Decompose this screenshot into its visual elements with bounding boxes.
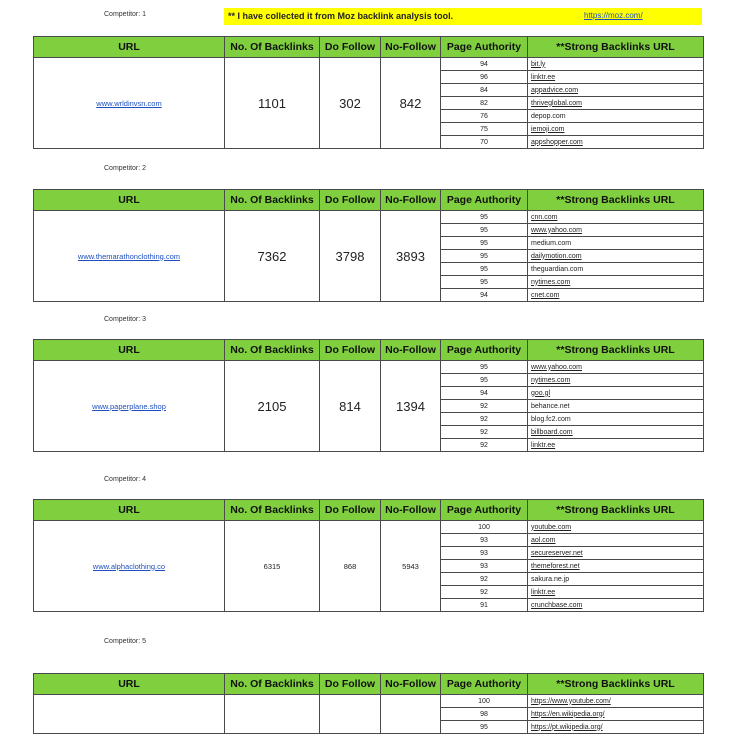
competitor-url-cell <box>34 521 225 612</box>
header-dofollow: Do Follow <box>320 37 381 58</box>
moz-link[interactable]: https://moz.com/ <box>584 11 643 20</box>
table-row <box>34 58 704 71</box>
competitor-url-cell <box>34 58 225 149</box>
backlinks-count: 1101 <box>225 58 320 149</box>
header-page-authority: Page Authority <box>441 37 528 58</box>
strong-backlink <box>528 586 704 599</box>
strong-backlink <box>528 400 704 413</box>
competitor-url-link[interactable]: www.paperplane.shop <box>92 401 166 411</box>
dofollow-count: 814 <box>320 361 381 452</box>
header-strong-backlinks: **Strong Backlinks URL <box>528 190 704 211</box>
table-header-row <box>34 340 704 361</box>
page-authority: 92 <box>441 400 528 413</box>
page-authority: 94 <box>441 58 528 71</box>
strong-backlink-text: medium.com <box>531 239 572 247</box>
header-page-authority: Page Authority <box>441 190 528 211</box>
header-page-authority: Page Authority <box>441 674 528 695</box>
strong-backlink <box>528 708 704 721</box>
strong-backlink <box>528 521 704 534</box>
strong-backlink <box>528 97 704 110</box>
strong-backlink-link[interactable]: nytimes.com <box>531 278 571 286</box>
strong-backlink-link[interactable]: https://en.wikipedia.org/ <box>531 710 605 718</box>
page-authority: 92 <box>441 439 528 452</box>
table-header-row <box>34 500 704 521</box>
nofollow-count: 1394 <box>381 361 441 452</box>
page-authority: 95 <box>441 211 528 224</box>
header-dofollow: Do Follow <box>320 674 381 695</box>
strong-backlink-link[interactable]: secureserver.net <box>531 549 583 557</box>
page-authority: 94 <box>441 387 528 400</box>
strong-backlink <box>528 374 704 387</box>
page-authority: 98 <box>441 708 528 721</box>
header-url: URL <box>34 500 225 521</box>
page-authority: 93 <box>441 560 528 573</box>
table-row <box>34 521 704 534</box>
backlinks-count <box>225 695 320 734</box>
table-header-row <box>34 37 704 58</box>
competitor-label: Competitor: 3 <box>104 316 147 323</box>
header-strong-backlinks: **Strong Backlinks URL <box>528 500 704 521</box>
strong-backlink <box>528 695 704 708</box>
strong-backlink <box>528 58 704 71</box>
header-backlinks: No. Of Backlinks <box>225 190 320 211</box>
competitor-label: Competitor: 5 <box>104 638 147 645</box>
strong-backlink-link[interactable]: cnet.com <box>531 291 560 299</box>
table-row <box>34 361 704 374</box>
page-authority: 95 <box>441 263 528 276</box>
page-authority: 95 <box>441 361 528 374</box>
strong-backlink-link[interactable]: https://www.youtube.com/ <box>531 697 611 705</box>
table-row <box>34 211 704 224</box>
page-authority: 92 <box>441 413 528 426</box>
table-header-row <box>34 674 704 695</box>
page-authority: 100 <box>441 695 528 708</box>
page-authority: 95 <box>441 721 528 734</box>
competitor-url-link[interactable]: www.themarathonclothing.com <box>77 251 181 261</box>
page-authority: 70 <box>441 136 528 149</box>
strong-backlink-link[interactable]: iemoji.com <box>531 125 565 133</box>
dofollow-count: 868 <box>320 521 381 612</box>
header-backlinks: No. Of Backlinks <box>225 340 320 361</box>
strong-backlink-text: blog.fc2.com <box>531 415 571 423</box>
competitor-table <box>33 36 704 149</box>
header-page-authority: Page Authority <box>441 340 528 361</box>
strong-backlink <box>528 560 704 573</box>
page-authority: 95 <box>441 224 528 237</box>
page-authority: 95 <box>441 374 528 387</box>
competitor-table <box>33 499 704 612</box>
strong-backlink-link[interactable]: https://pt.wikipedia.org/ <box>531 723 603 731</box>
header-strong-backlinks: **Strong Backlinks URL <box>528 674 704 695</box>
strong-backlink <box>528 387 704 400</box>
header-dofollow: Do Follow <box>320 340 381 361</box>
page-authority: 92 <box>441 573 528 586</box>
strong-backlink <box>528 84 704 97</box>
strong-backlink-text: depop.com <box>531 112 566 120</box>
nofollow-count: 842 <box>381 58 441 149</box>
strong-backlink <box>528 289 704 302</box>
header-url: URL <box>34 37 225 58</box>
strong-backlink <box>528 136 704 149</box>
dofollow-count: 302 <box>320 58 381 149</box>
competitor-url-cell <box>34 695 225 734</box>
nofollow-count: 5943 <box>381 521 441 612</box>
strong-backlink <box>528 237 704 250</box>
nofollow-count <box>381 695 441 734</box>
strong-backlink <box>528 361 704 374</box>
header-nofollow: No-Follow <box>381 340 441 361</box>
strong-backlink-link[interactable]: appadvice.com <box>531 86 579 94</box>
page-authority: 84 <box>441 84 528 97</box>
header-url: URL <box>34 190 225 211</box>
strong-backlink-link[interactable]: billboard.com <box>531 428 573 436</box>
page-authority: 95 <box>441 250 528 263</box>
nofollow-count: 3893 <box>381 211 441 302</box>
header-strong-backlinks: **Strong Backlinks URL <box>528 340 704 361</box>
strong-backlink-link[interactable]: appshopper.com <box>531 138 583 146</box>
page-authority: 95 <box>441 276 528 289</box>
strong-backlink <box>528 599 704 612</box>
competitor-table <box>33 339 704 452</box>
strong-backlink-link[interactable]: goo.gl <box>531 389 551 397</box>
strong-backlink-link[interactable]: dailymotion.com <box>531 252 582 260</box>
header-backlinks: No. Of Backlinks <box>225 37 320 58</box>
page-authority: 92 <box>441 586 528 599</box>
strong-backlink-link[interactable]: themeforest.net <box>531 562 580 570</box>
header-url: URL <box>34 340 225 361</box>
page-authority: 95 <box>441 237 528 250</box>
page-authority: 94 <box>441 289 528 302</box>
header-dofollow: Do Follow <box>320 500 381 521</box>
table-header-row <box>34 190 704 211</box>
competitor-url-cell <box>34 211 225 302</box>
page-authority: 100 <box>441 521 528 534</box>
strong-backlink <box>528 534 704 547</box>
competitor-label: Competitor: 1 <box>104 11 147 18</box>
strong-backlink-link[interactable]: www.yahoo.com <box>531 363 582 371</box>
strong-backlink-text: theguardian.com <box>531 265 584 273</box>
competitor-url-link[interactable]: www.wrldinvsn.com <box>96 98 162 108</box>
strong-backlink-link[interactable]: thriveglobal.com <box>531 99 582 107</box>
strong-backlink <box>528 110 704 123</box>
backlinks-count: 6315 <box>225 521 320 612</box>
strong-backlink <box>528 71 704 84</box>
page-authority: 76 <box>441 110 528 123</box>
competitor-table <box>33 673 704 734</box>
source-note-text: ** I have collected it from Moz backlink analysis tool. <box>228 11 454 21</box>
strong-backlink-text: behance.net <box>531 402 570 410</box>
competitor-url-cell <box>34 361 225 452</box>
header-dofollow: Do Follow <box>320 190 381 211</box>
backlinks-count: 7362 <box>225 211 320 302</box>
header-url: URL <box>34 674 225 695</box>
header-backlinks: No. Of Backlinks <box>225 674 320 695</box>
strong-backlink-link[interactable]: crunchbase.com <box>531 601 583 609</box>
strong-backlink-link[interactable]: linktr.ee <box>531 73 556 81</box>
strong-backlink-link[interactable]: bit.ly <box>531 60 546 68</box>
competitor-label: Competitor: 4 <box>104 476 147 483</box>
header-strong-backlinks: **Strong Backlinks URL <box>528 37 704 58</box>
header-nofollow: No-Follow <box>381 37 441 58</box>
strong-backlink <box>528 211 704 224</box>
strong-backlink <box>528 250 704 263</box>
strong-backlink-link[interactable]: www.yahoo.com <box>531 226 582 234</box>
strong-backlink-link[interactable]: aol.com <box>531 536 556 544</box>
source-note <box>224 8 702 25</box>
header-page-authority: Page Authority <box>441 500 528 521</box>
strong-backlink <box>528 263 704 276</box>
competitor-label: Competitor: 2 <box>104 165 147 172</box>
page-authority: 96 <box>441 71 528 84</box>
header-backlinks: No. Of Backlinks <box>225 500 320 521</box>
strong-backlink <box>528 123 704 136</box>
strong-backlink-link[interactable]: nytimes.com <box>531 376 571 384</box>
competitor-table <box>33 189 704 302</box>
dofollow-count: 3798 <box>320 211 381 302</box>
header-nofollow: No-Follow <box>381 500 441 521</box>
strong-backlink-text: sakura.ne.jp <box>531 575 570 583</box>
page-authority: 93 <box>441 534 528 547</box>
page-authority: 92 <box>441 426 528 439</box>
page-authority: 93 <box>441 547 528 560</box>
strong-backlink <box>528 224 704 237</box>
dofollow-count <box>320 695 381 734</box>
backlinks-count: 2105 <box>225 361 320 452</box>
page-authority: 82 <box>441 97 528 110</box>
strong-backlink-link[interactable]: linktr.ee <box>531 588 556 596</box>
strong-backlink-link[interactable]: youtube.com <box>531 523 572 531</box>
competitor-url-link[interactable]: www.alphaclothing.co <box>92 561 166 571</box>
strong-backlink <box>528 426 704 439</box>
header-nofollow: No-Follow <box>381 190 441 211</box>
strong-backlink <box>528 276 704 289</box>
strong-backlink <box>528 413 704 426</box>
page-authority: 75 <box>441 123 528 136</box>
strong-backlink <box>528 439 704 452</box>
strong-backlink-link[interactable]: cnn.com <box>531 213 558 221</box>
strong-backlink <box>528 547 704 560</box>
strong-backlink-link[interactable]: linktr.ee <box>531 441 556 449</box>
header-nofollow: No-Follow <box>381 674 441 695</box>
page-authority: 91 <box>441 599 528 612</box>
table-row <box>34 695 704 708</box>
strong-backlink <box>528 573 704 586</box>
